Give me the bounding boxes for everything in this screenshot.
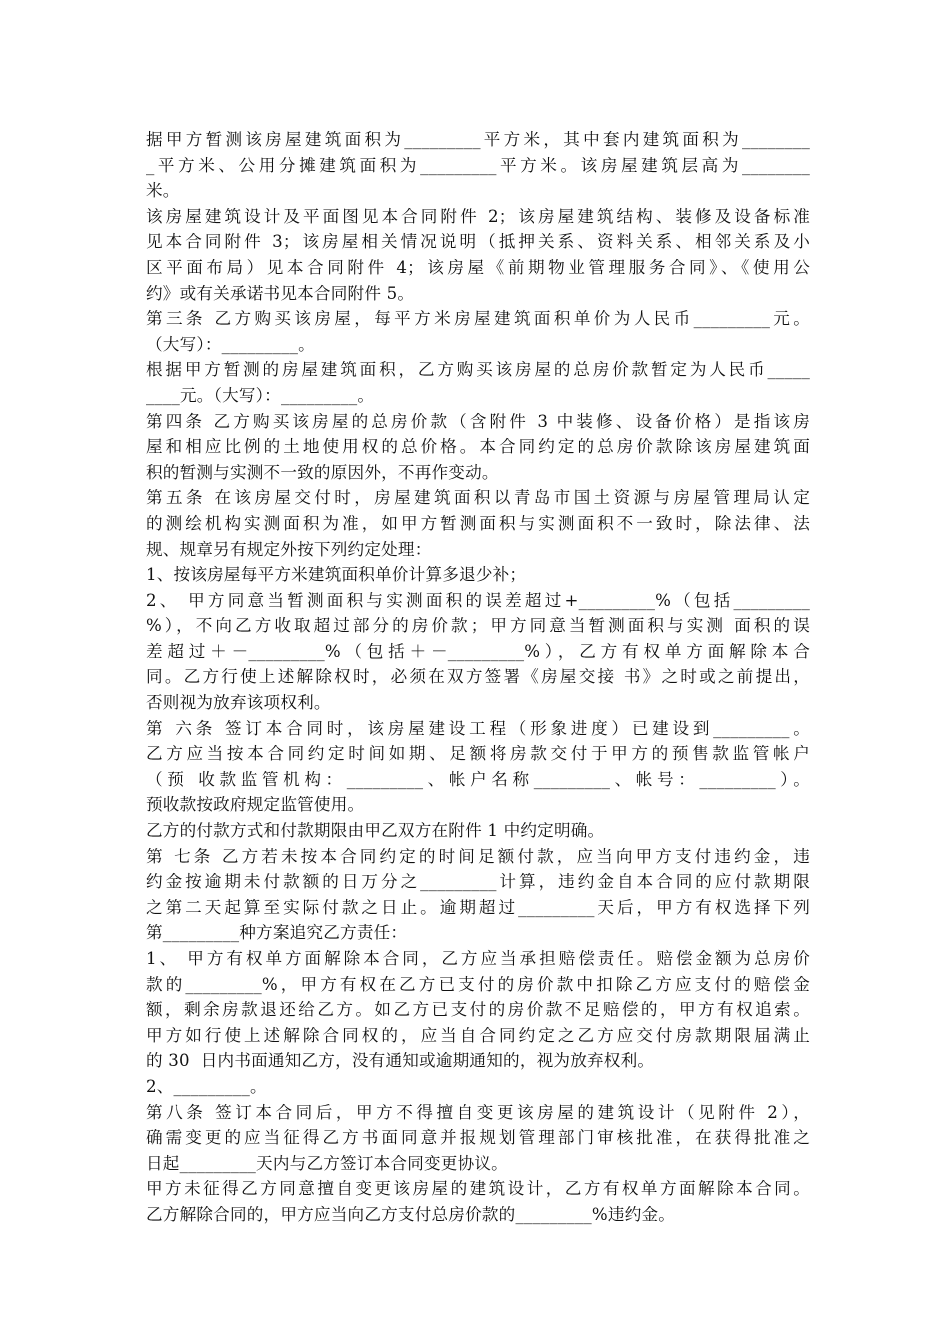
text-line: 1、按该房屋每平方米建筑面积单价计算多退少补；	[146, 565, 527, 585]
text-line: 该房屋建筑设计及平面图见本合同附件 2；该房屋建筑结构、装修及设备标准	[146, 206, 810, 226]
text-line: 同。乙方行使上述解除权时，必须在双方签署《房屋交接 书》之时或之前提出，	[146, 667, 810, 687]
text-line: 之第二天起算至实际付款之日止。逾期超过_________天后，甲方有权选择下列	[146, 897, 810, 917]
article-8-heading-line: 第八条 签订本合同后，甲方不得擅自变更该房屋的建筑设计（见附件 2），	[146, 1102, 810, 1122]
text-line: 屋和相应比例的土地使用权的总价格。本合同约定的总房价款除该房屋建筑面	[146, 437, 810, 457]
text-line: 约金按逾期未付款额的日万分之_________计算，违约金自本合同的应付款期限	[146, 872, 810, 892]
text-line: 规、规章另有规定外按下列约定处理：	[146, 539, 432, 559]
text-line: 积的暂测与实测不一致的原因外，不再作变动。	[146, 462, 499, 482]
text-line: 否则视为放弃该项权利。	[146, 693, 331, 713]
text-line: （预 收款监管机构：_________、帐户名称_________、帐号：_________）。	[146, 769, 810, 789]
text-line: 乙方的付款方式和付款期限由甲乙双方在附件 1 中约定明确。	[146, 821, 605, 841]
text-line: 乙方解除合同的，甲方应当向乙方支付总房价款的_________%违约金。	[146, 1204, 676, 1224]
text-line: 根据甲方暂测的房屋建筑面积，乙方购买该房屋的总房价款暂定为人民币_____	[146, 360, 810, 380]
contract-page	[146, 127, 810, 1228]
article-6-heading-line: 第 六条 签订本合同时，该房屋建设工程（形象进度）已建设到_________。	[146, 718, 810, 738]
text-line: 2、 甲方同意当暂测面积与实测面积的误差超过+_________%（包括_________	[146, 590, 810, 610]
text-line: 甲方如行使上述解除合同权的，应当自合同约定之乙方应交付房款期限届满止	[146, 1025, 810, 1045]
text-line: 米。	[146, 181, 180, 201]
text-line: 据甲方暂测该房屋建筑面积为_________平方米，其中套内建筑面积为________	[146, 130, 810, 149]
text-line: 2、_________。	[146, 1076, 267, 1096]
text-line: 约》或有关承诺书见本合同附件 5。	[146, 283, 415, 303]
article-4-heading-line: 第四条 乙方购买该房屋的总房价款（含附件 3 中装修、设备价格）是指该房	[146, 411, 810, 431]
text-line: 见本合同附件 3；该房屋相关情况说明（抵押关系、资料关系、相邻关系及小	[146, 232, 810, 252]
text-line: %），不向乙方收取超过部分的房价款；甲方同意当暂测面积与实测 面积的误	[146, 616, 810, 636]
text-line: 款的_________%，甲方有权在乙方已支付的房价款中扣除乙方应支付的赔偿金	[146, 974, 810, 994]
text-line: 的测绘机构实测面积为准，如甲方暂测面积与实测面积不一致时，除法律、法	[146, 513, 810, 533]
text-line: 乙方应当按本合同约定时间如期、足额将房款交付于甲方的预售款监管帐户	[146, 744, 810, 764]
text-line: _平方米、公用分摊建筑面积为_________平方米。该房屋建筑层高为________	[146, 155, 810, 175]
text-line: 区平面布局）见本合同附件 4；该房屋《前期物业管理服务合同》、《使用公	[146, 257, 810, 277]
article-3-heading-line: 第三条 乙方购买该房屋，每平方米房屋建筑面积单价为人民币_________元。	[146, 309, 810, 329]
text-line: 第_________种方案追究乙方责任：	[146, 923, 408, 943]
article-7-heading-line: 第 七条 乙方若未按本合同约定的时间足额付款，应当向甲方支付违约金，违	[146, 846, 810, 866]
text-line: 1、 甲方有权单方面解除本合同，乙方应当承担赔偿责任。赔偿金额为总房价	[146, 949, 810, 968]
article-5-heading-line: 第五条 在该房屋交付时，房屋建筑面积以青岛市国土资源与房屋管理局认定	[146, 488, 810, 508]
text-line: 甲方未征得乙方同意擅自变更该房屋的建筑设计，乙方有权单方面解除本合同。	[146, 1179, 810, 1199]
text-line: 确需变更的应当征得乙方书面同意并报规划管理部门审核批准，在获得批准之	[146, 1128, 810, 1148]
text-line: 预收款按政府规定监管使用。	[146, 795, 365, 815]
text-line: ____元。（大写）：_________。	[146, 385, 375, 405]
text-line: （大写）：_________。	[146, 334, 315, 354]
text-line: 差超过＋－_________%（包括＋－_________%），乙方有权单方面解除本合	[146, 641, 810, 661]
text-line: 额，剩余房款退还给乙方。如乙方已支付的房价款不足赔偿的，甲方有权追索。	[146, 1000, 810, 1020]
text-line: 的 30 日内书面通知乙方，没有通知或逾期通知的，视为放弃权利。	[146, 1051, 655, 1071]
text-line: 日起_________天内与乙方签订本合同变更协议。	[146, 1153, 508, 1173]
